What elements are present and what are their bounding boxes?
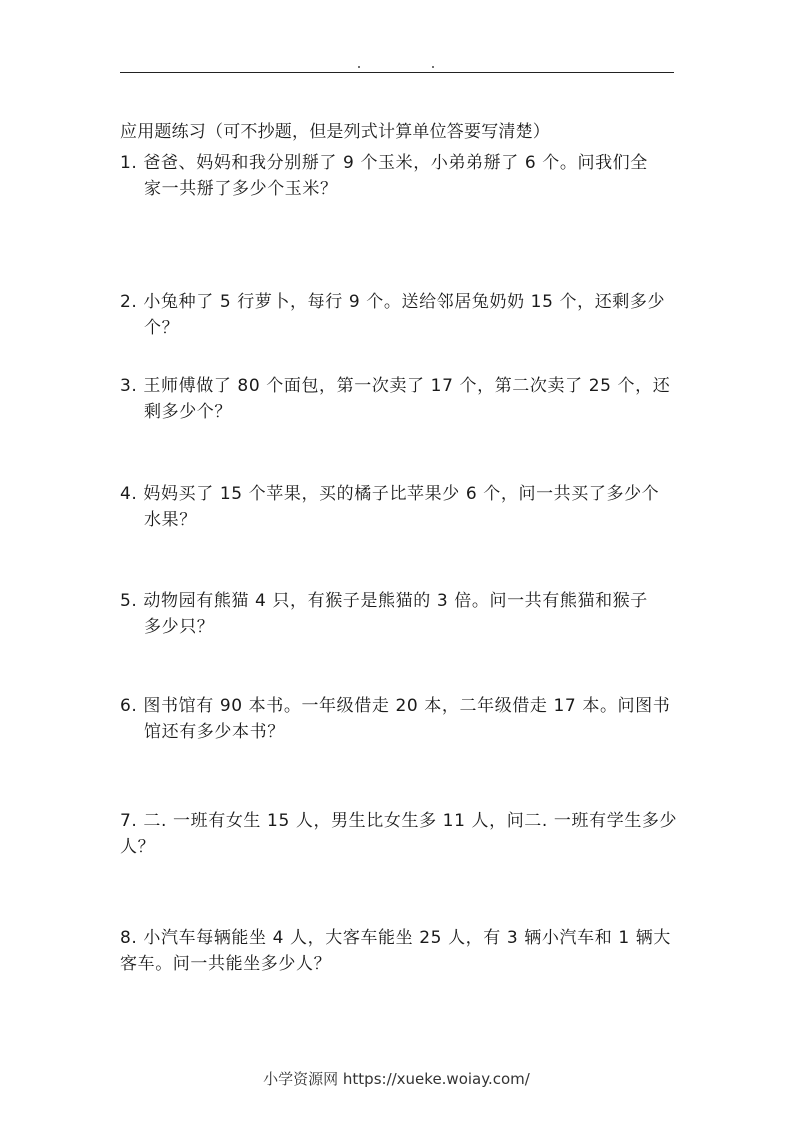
question-4 <box>120 481 676 533</box>
question-8 <box>120 925 676 977</box>
question-5 <box>120 588 676 640</box>
question-line: 1. 爸爸、妈妈和我分别掰了 9 个玉米，小弟弟掰了 6 个。问我们全 <box>120 153 648 173</box>
question-line: 7. 二. 一班有女生 15 人，男生比女生多 11 人，问二. 一班有学生多少 <box>120 811 678 831</box>
question-line: 多少只？ <box>144 617 215 637</box>
question-line: 客车。问一共能坐多少人？ <box>120 954 332 974</box>
question-2 <box>120 289 676 341</box>
question-line: 6. 图书馆有 90 本书。一年级借走 20 本，二年级借走 17 本。问图书 <box>120 696 671 716</box>
question-line: 5. 动物园有熊猫 4 只，有猴子是熊猫的 3 倍。问一共有熊猫和猴子 <box>120 591 648 611</box>
footer-source-link[interactable]: 小学资源网 https://xueke.woiay.com/ <box>263 1070 530 1088</box>
page-heading: 应用题练习（可不抄题，但是列式计算单位答要写清楚） <box>120 122 550 142</box>
question-line: 个？ <box>144 318 180 338</box>
header-dot <box>358 66 360 68</box>
question-line: 水果？ <box>144 510 197 530</box>
header-dot <box>432 66 434 68</box>
question-7 <box>120 808 676 860</box>
question-line: 3. 王师傅做了 80 个面包，第一次卖了 17 个，第二次卖了 25 个，还 <box>120 376 671 396</box>
question-line: 人？ <box>120 837 156 857</box>
question-6 <box>120 693 676 745</box>
question-line: 剩多少个？ <box>144 402 232 422</box>
question-1 <box>120 150 676 202</box>
question-line: 8. 小汽车每辆能坐 4 人，大客车能坐 25 人，有 3 辆小汽车和 1 辆大 <box>120 928 671 948</box>
question-line: 家一共掰了多少个玉米？ <box>144 179 338 199</box>
question-3 <box>120 373 676 425</box>
question-line: 2. 小兔种了 5 行萝卜，每行 9 个。送给邻居兔奶奶 15 个，还剩多少 <box>120 292 666 312</box>
question-line: 4. 妈妈买了 15 个苹果，买的橘子比苹果少 6 个，问一共买了多少个 <box>120 484 660 504</box>
top-rule <box>120 72 674 73</box>
question-line: 馆还有多少本书？ <box>144 722 285 742</box>
